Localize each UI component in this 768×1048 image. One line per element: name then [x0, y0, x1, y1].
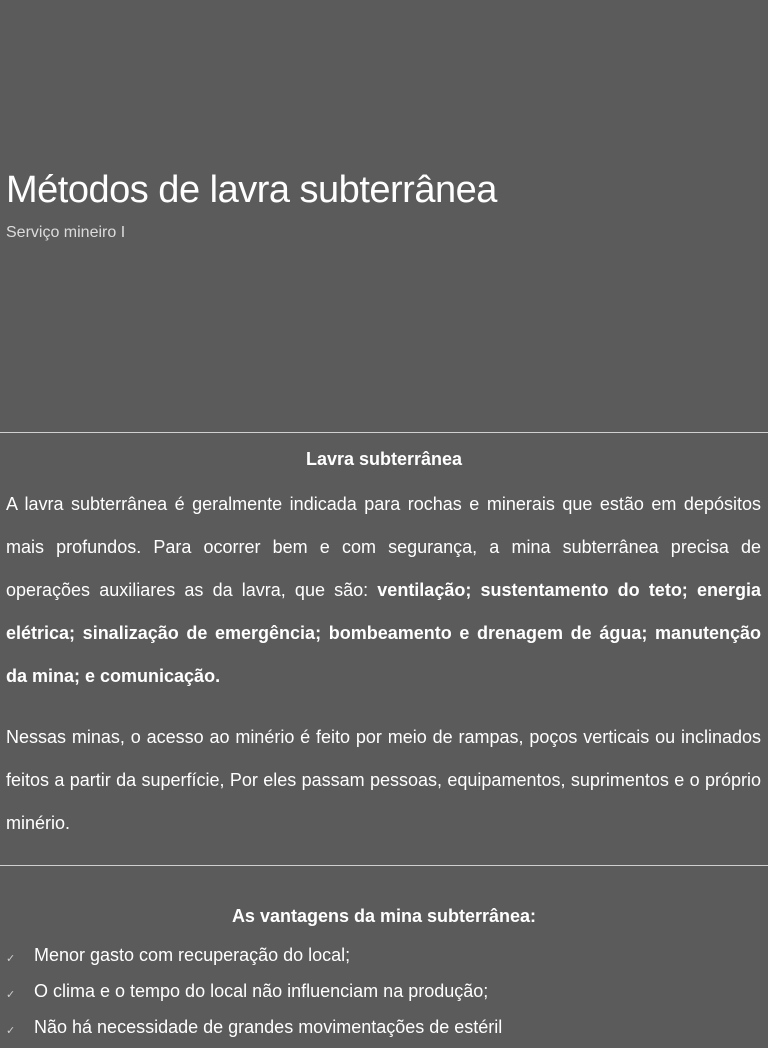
paragraph-intro-text: A lavra subterrânea é geralmente indicada para rochas e minerais que estão em depósitos mais profundos. Para ocorrer bem e com segurança, a mina subterrânea precisa de operações auxiliares as da lavra, que são: — [6, 494, 761, 600]
list-item-text: Não há necessidade de grandes movimentações de estéril — [34, 1017, 503, 1037]
slide-title — [0, 0, 768, 432]
paragraph-intro — [6, 483, 761, 698]
page-subtitle: Serviço mineiro I — [6, 224, 126, 241]
slide-vantagens — [0, 866, 768, 1037]
list-item — [0, 940, 502, 976]
check-mark-icon: ✓ — [6, 953, 16, 965]
slide-lavra-subterranea — [0, 433, 768, 865]
advantages-list — [0, 940, 502, 1048]
list-item-text: O clima e o tempo do local não influenciam na produção; — [34, 981, 489, 1001]
page-title: Métodos de lavra subterrânea — [6, 169, 497, 211]
section-heading: Lavra subterrânea — [305, 449, 463, 469]
list-item — [0, 1012, 502, 1048]
check-mark-icon: ✓ — [6, 989, 16, 1001]
list-item-text: Menor gasto com recuperação do local; — [34, 945, 351, 965]
list-item — [0, 976, 502, 1012]
paragraph-intro-bold: ventilação; sustentamento do teto; energia elétrica; sinalização de emergência; bombeamento e drenagem de água; manutenção da mina; e comunicação. — [6, 580, 761, 686]
check-mark-icon: ✓ — [6, 1025, 16, 1037]
section-heading: As vantagens da mina subterrânea: — [231, 906, 537, 926]
paragraph-access: Nessas minas, o acesso ao minério é feito por meio de rampas, poços verticais ou inclinados feitos a partir da superfície, Por eles passam pessoas, equipamentos, suprimentos e o próprio minério. — [6, 727, 761, 833]
